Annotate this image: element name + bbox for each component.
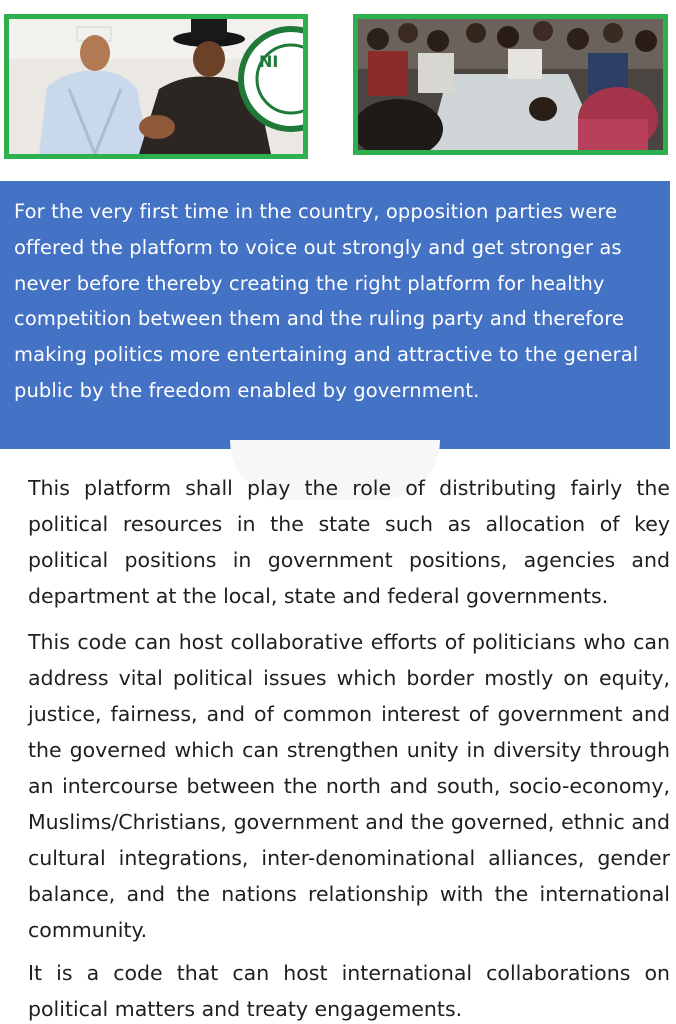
paragraph-text: It is a code that can host international collaborations on political matters and treaty engagements. [28, 961, 670, 1021]
paragraph-international [2, 955, 670, 1024]
paragraph-text: This platform shall play the role of distributing fairly the political resources in the state such as allocation of key political positions in government positions, agencies and department at the local, state and federal governments. [28, 476, 670, 608]
handshake-photo [4, 14, 308, 159]
emblem-text: NI [259, 52, 279, 71]
paragraph-collaboration [2, 624, 670, 948]
callout-box [0, 181, 670, 449]
crowd-illustration [358, 19, 663, 150]
paragraph-text: This code can host collaborative efforts of politicians who can address vital political issues which border mostly on equity, justice, fairness, and of common interest of government and the governed which can strengthen unity in diversity through an intercourse between the north and south, socio-economy, Muslims/Christians, government and the governed, ethnic and cultural integrations, inter-denominational alliances, gender balance, and the nations relationship with the international community. [28, 630, 670, 942]
handshake-illustration [9, 19, 303, 154]
callout-text: For the very first time in the country, opposition parties were offered the platform to voice out strongly and get stronger as never before thereby creating the right platform for healthy competition between them and the ruling party and therefore making politics more entertaining and attractive to the general public by the freedom enabled by government. [14, 200, 639, 402]
crowd-ballot-photo [353, 14, 668, 155]
paragraph-distribution [2, 470, 670, 614]
